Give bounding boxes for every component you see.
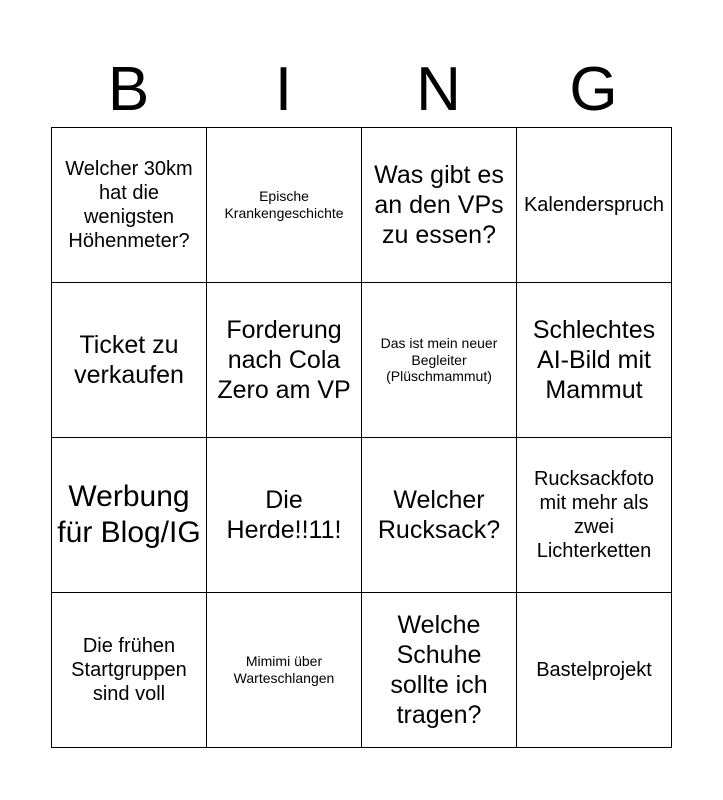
header-letter-g: G <box>569 55 618 124</box>
bingo-cell[interactable]: Die Herde!!11! <box>207 438 362 593</box>
bingo-cell[interactable]: Welche Schuhe sollte ich tragen? <box>362 593 517 748</box>
header-letter-n: N <box>416 55 461 124</box>
bingo-cell[interactable]: Mimimi über Warteschlangen <box>207 593 362 748</box>
bingo-cell[interactable]: Kalenderspruch <box>517 128 672 283</box>
bingo-cell[interactable]: Das ist mein neuer Begleiter (Plüschmammut) <box>362 283 517 438</box>
bingo-cell[interactable]: Ticket zu verkaufen <box>52 283 207 438</box>
bingo-cell[interactable]: Die frühen Startgruppen sind voll <box>52 593 207 748</box>
header-letter-i: I <box>274 55 293 124</box>
bingo-cell[interactable]: Was gibt es an den VPs zu essen? <box>362 128 517 283</box>
bingo-cell[interactable]: Bastelprojekt <box>517 593 672 748</box>
bingo-cell[interactable]: Welcher 30km hat die wenigsten Höhenmeter? <box>52 128 207 283</box>
bingo-cell[interactable]: Epische Krankengeschichte <box>207 128 362 283</box>
header-letter-b: B <box>107 55 150 124</box>
bingo-cell[interactable]: Forderung nach Cola Zero am VP <box>207 283 362 438</box>
bingo-cell[interactable]: Welcher Rucksack? <box>362 438 517 593</box>
bingo-cell[interactable]: Schlechtes AI-Bild mit Mammut <box>517 283 672 438</box>
bingo-cell[interactable]: Rucksackfoto mit mehr als zwei Lichterketten <box>517 438 672 593</box>
bingo-cell[interactable]: Werbung für Blog/IG <box>52 438 207 593</box>
bingo-header <box>51 52 671 128</box>
bingo-grid <box>51 127 672 748</box>
